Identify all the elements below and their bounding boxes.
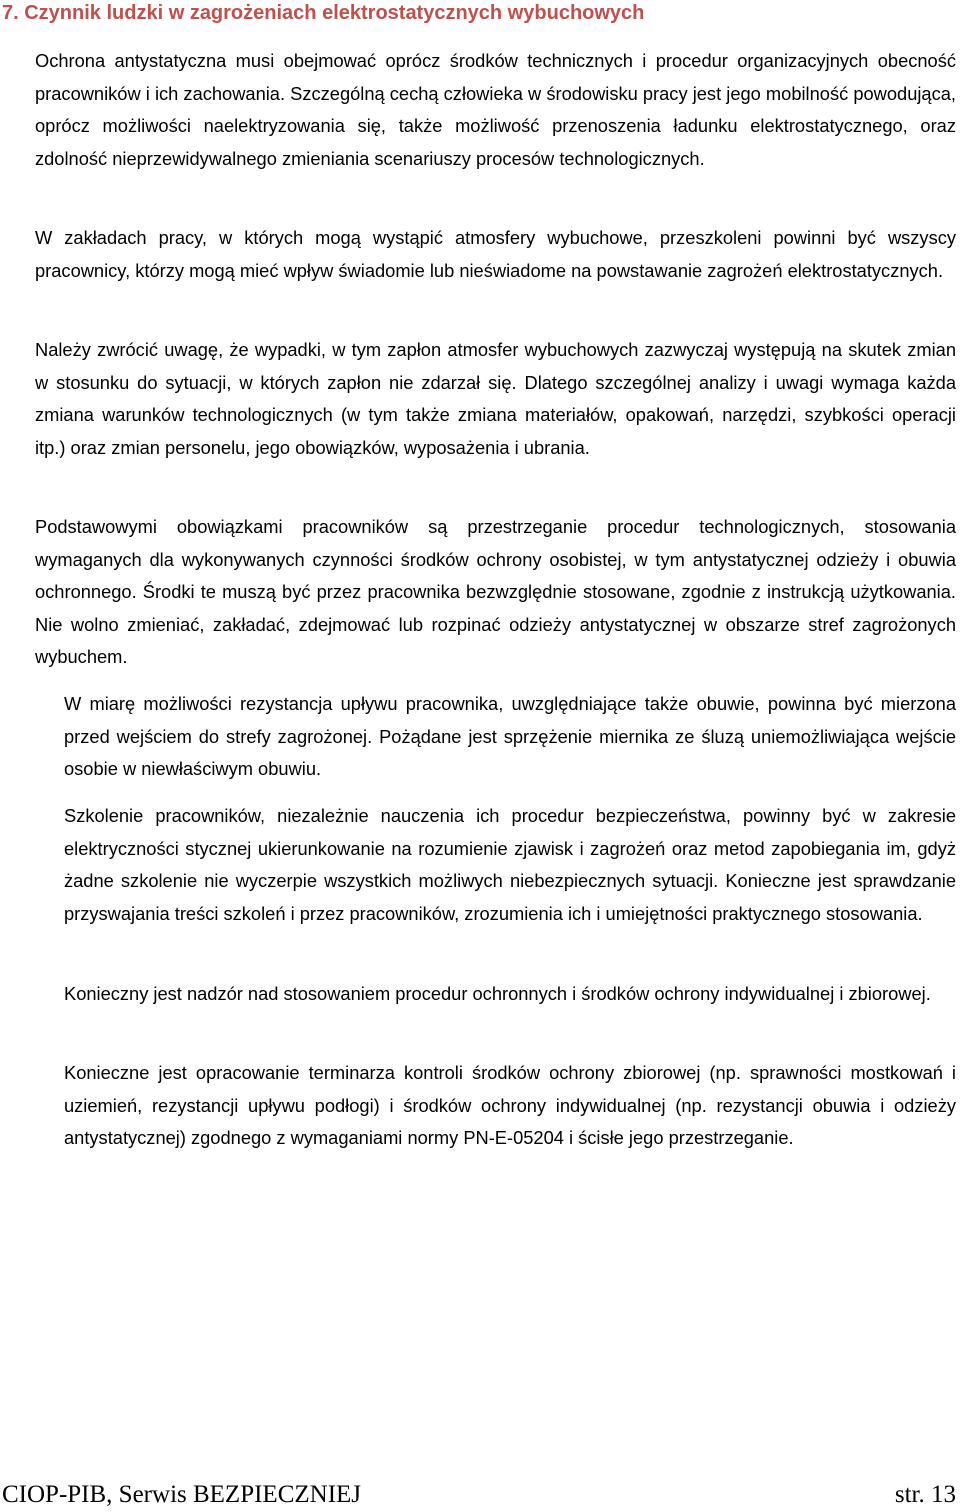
section-heading: 7. Czynnik ludzki w zagrożeniach elektrostatycznych wybuchowych (2, 2, 645, 24)
paragraph-accidents: Należy zwrócić uwagę, że wypadki, w tym zapłon atmosfer wybuchowych zazwyczaj występują na skutek zmian w stosunku do sytuacji, w których zapłon nie zdarzał się. Dlatego szczególnej analizy i uwagi wymaga każda zmiana warunków technologicznych (w tym także zmiana materiałów, opakowań, narzędzi, szybkości operacji itp.) oraz zmian personelu, jego obowiązków, wyposażenia i ubrania. (35, 339, 956, 458)
paragraph-intro: Ochrona antystatyczna musi obejmować oprócz środków technicznych i procedur organizacyjnych obecność pracowników i ich zachowania. Szczególną cechą człowieka w środowisku pracy jest jego mobilność powodująca, oprócz możliwości naelektryzowania się, także możliwość przenoszenia ładunku elektrostatycznego, oraz zdolność nieprzewidywalnego zmieniania scenariuszy procesów technologicznych. (35, 50, 956, 169)
paragraph-training-scope: W zakładach pracy, w których mogą wystąpić atmosfery wybuchowe, przeszkoleni powinni być wszyscy pracownicy, którzy mogą mieć wpływ świadomie lub nieświadome na powstawanie zagrożeń elektrostatycznych. (35, 227, 956, 281)
paragraph-supervision: Konieczny jest nadzór nad stosowaniem procedur ochronnych i środków ochrony indywidualnej i zbiorowej. (64, 983, 931, 1004)
paragraph-duties: Podstawowymi obowiązkami pracowników są przestrzeganie procedur technologicznych, stosowania wymaganych dla wykonywanych czynności środków ochrony osobistej, w tym antystatycznej odzieży i obuwia ochronnego. Środki te muszą być przez pracownika bezwzględnie stosowane, zgodnie z instrukcją użytkowania. Nie wolno zmieniać, zakładać, zdejmować lub rozpinać odzieży antystatycznej w obszarze stref zagrożonych wybuchem. (35, 516, 956, 668)
page-number: str. 13 (894, 1481, 956, 1508)
paragraph-employee-training: Szkolenie pracowników, niezależnie nauczenia ich procedur bezpieczeństwa, powinny być w zakresie elektryczności stycznej ukierunkowanie na rozumienie zjawisk i zagrożeń oraz metod zapobiegania im, gdyż żadne szkolenie nie wyczerpie wszystkich możliwych niebezpiecznych sytuacji. Konieczne jest sprawdzanie przyswajania treści szkoleń i przez pracowników, zrozumienia ich i umiejętności praktycznego stosowania. (64, 805, 956, 924)
footer-publisher: CIOP-PIB, Serwis BEZPIECZNIEJ (2, 1481, 362, 1508)
paragraph-inspection-schedule: Konieczne jest opracowanie terminarza kontroli środków ochrony zbiorowej (np. sprawności mostkowań i uziemień, rezystancji upływu podłogi) i środków ochrony indywidualnej (np. rezystancji obuwia i odzieży antystatycznej) zgodnego z wymaganiami normy PN-E-05204 i ścisłe jego przestrzeganie. (64, 1062, 956, 1149)
paragraph-resistance-measurement: W miarę możliwości rezystancja upływu pracownika, uwzględniające także obuwie, powinna być mierzona przed wejściem do strefy zagrożonej. Pożądane jest sprzężenie miernika ze śluzą uniemożliwiająca wejście osobie w niewłaściwym obuwiu. (64, 693, 956, 780)
